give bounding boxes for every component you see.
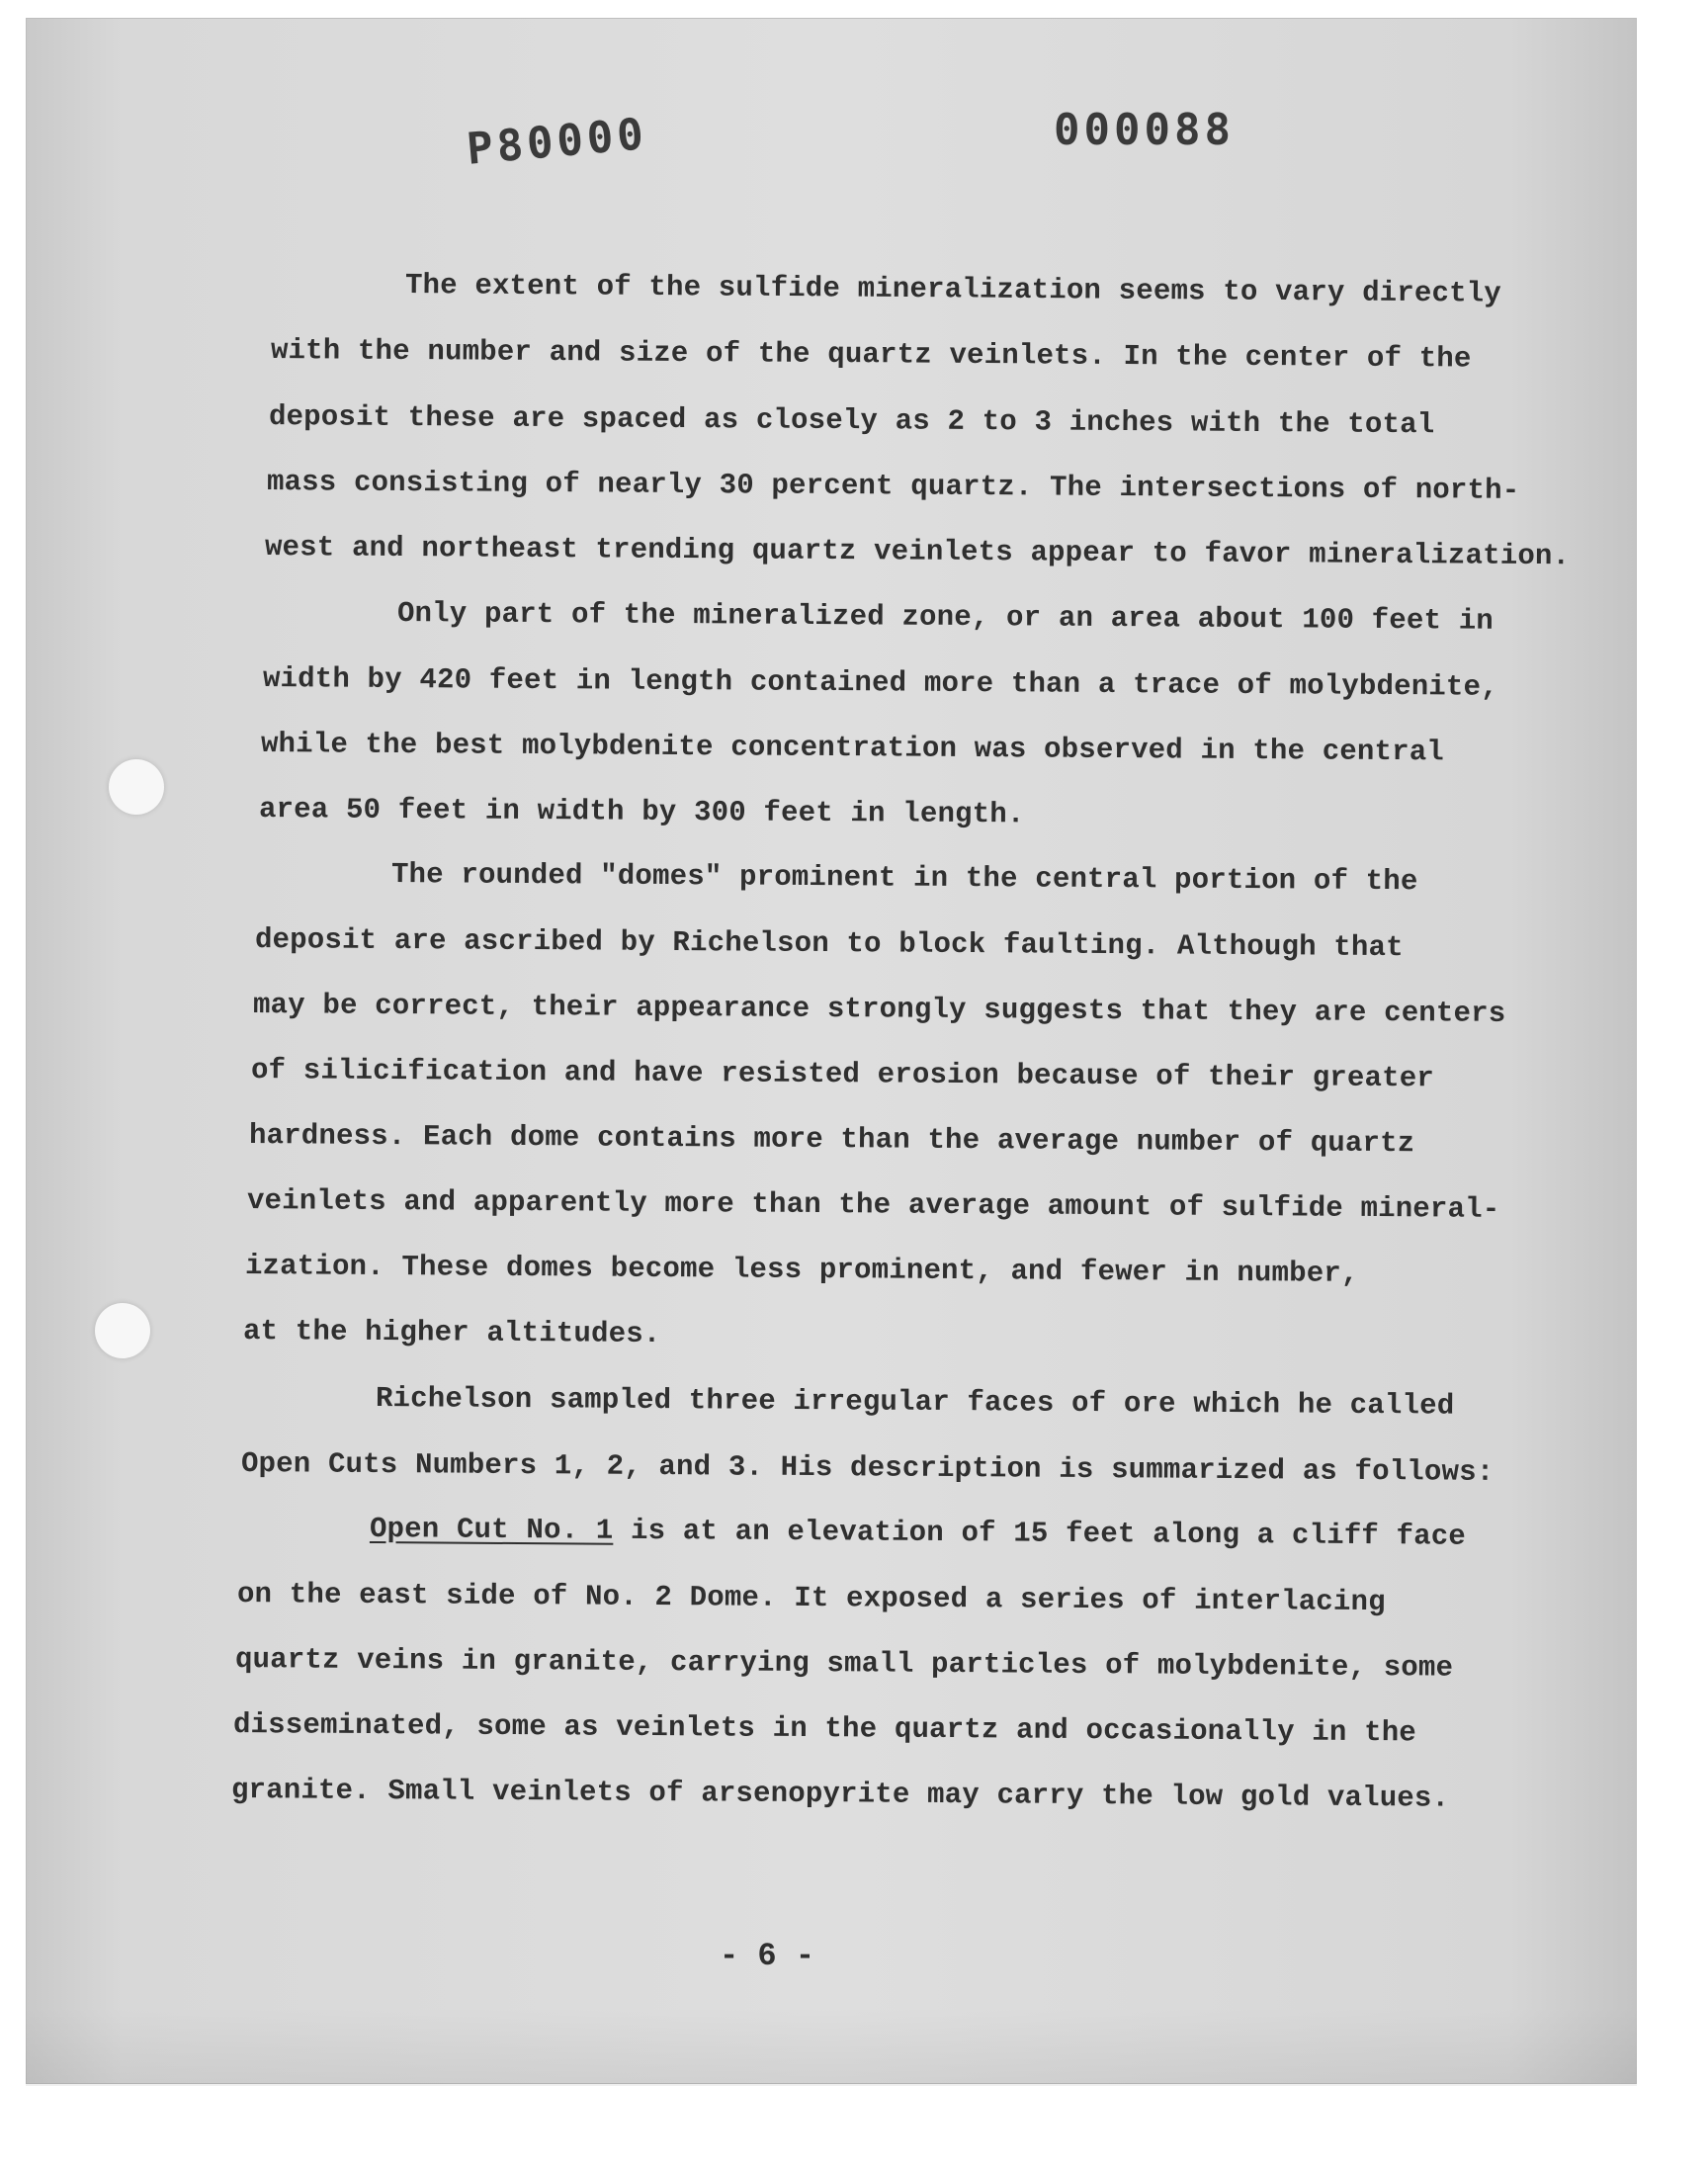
text-line: while the best molybdenite concentration was observed in the central [260, 728, 1445, 769]
text-line: deposit are ascribed by Richelson to block faulting. Although that [254, 923, 1404, 965]
text-line: with the number and size of the quartz veinlets. In the center of the [270, 334, 1472, 376]
text-line: on the east side of No. 2 Dome. It exposed a series of interlacing [236, 1578, 1386, 1619]
text-line: The rounded "domes" prominent in the central portion of the [390, 858, 1418, 899]
text-line: Richelson sampled three irregular faces of ore which he called [375, 1382, 1455, 1423]
open-cut-paragraph-first-line [370, 1513, 1466, 1553]
text-line: of silicification and have resisted erosion because of their greater [250, 1054, 1435, 1095]
text-line: quartz veins in granite, carrying small particles of molybdenite, some [234, 1643, 1454, 1685]
text-line: Open Cuts Numbers 1, 2, and 3. His description is summarized as follows: [240, 1447, 1494, 1489]
page-number: - 6 - [720, 1938, 815, 1974]
text-line: ization. These domes become less prominent, and fewer in number, [244, 1250, 1359, 1290]
stamp-number-right: 000088 [1054, 105, 1235, 155]
text-line: deposit these are spaced as closely as 2 to 3 inches with the total [268, 400, 1435, 442]
text-line: The extent of the sulfide mineralization seems to vary directly [404, 269, 1502, 310]
text-line: mass consisting of nearly 30 percent quartz. The intersections of north- [266, 466, 1520, 507]
text-line: granite. Small veinlets of arsenopyrite may carry the low gold values. [230, 1774, 1450, 1815]
text-line-continuation: is at an elevation of 15 feet along a cliff face [613, 1514, 1467, 1553]
stamp-number-left: P80000 [465, 109, 649, 175]
text-line: veinlets and apparently more than the average amount of sulfide mineral- [246, 1184, 1500, 1226]
text-line: area 50 feet in width by 300 feet in length. [258, 793, 1025, 831]
text-line: may be correct, their appearance strongly suggests that they are centers [252, 989, 1506, 1030]
text-line: at the higher altitudes. [242, 1315, 661, 1350]
text-line: width by 420 feet in length contained more than a trace of molybdenite, [262, 662, 1498, 704]
text-line: disseminated, some as veinlets in the quartz and occasionally in the [232, 1708, 1417, 1750]
open-cut-heading: Open Cut No. 1 [369, 1513, 614, 1547]
text-line: hardness. Each dome contains more than the average number of quartz [248, 1119, 1415, 1161]
text-line: Only part of the mineralized zone, or an area about 100 feet in [396, 597, 1494, 638]
text-line: west and northeast trending quartz veinlets appear to favor mineralization. [264, 531, 1571, 573]
